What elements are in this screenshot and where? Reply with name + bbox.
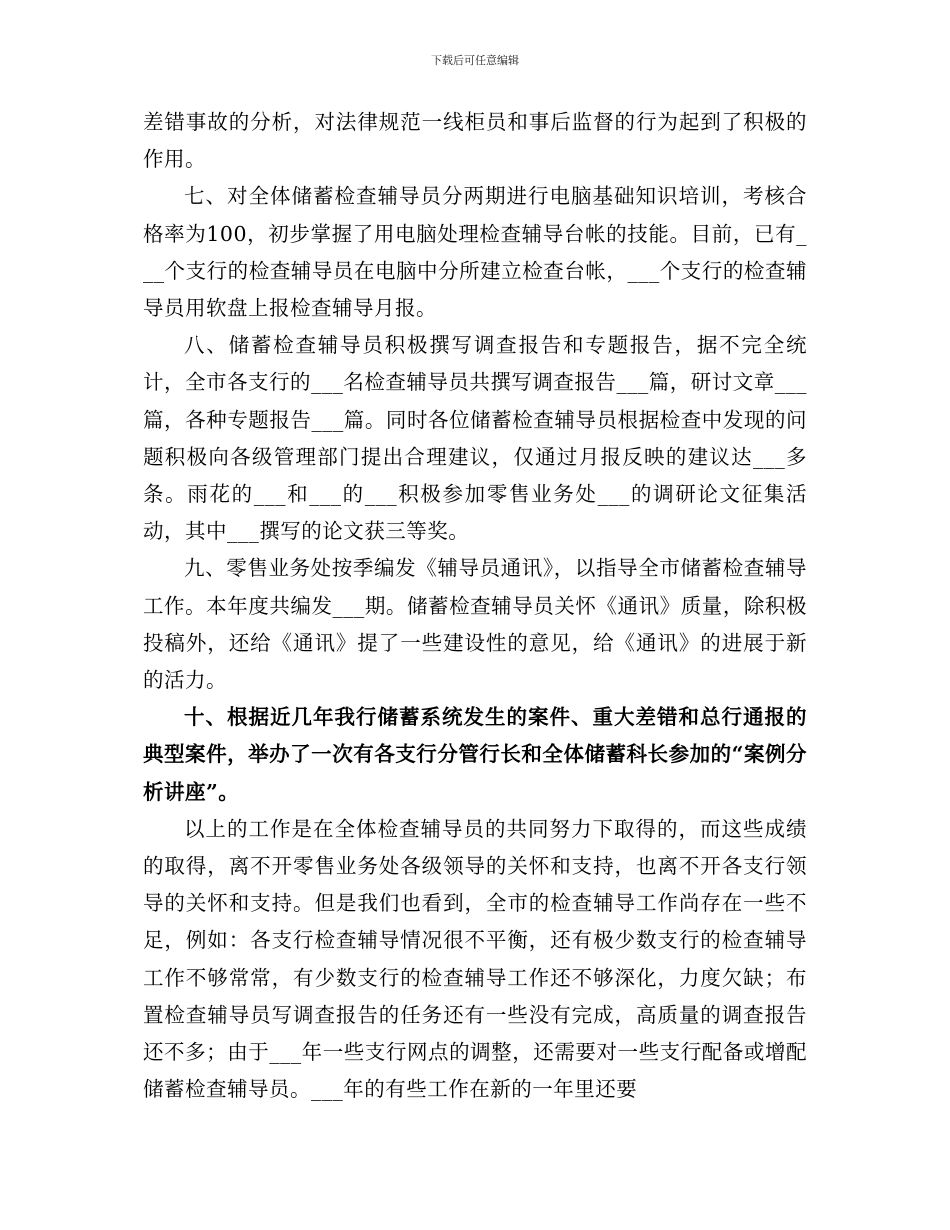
- paragraph-item-8: 八、储蓄检查辅导员积极撰写调查报告和专题报告，据不完全统计，全市各支行的___名检查辅导员共撰写调查报告___篇，研讨文章___篇，各种专题报告___篇。同时各位储蓄检查辅导员根据检查中发现的问题积极向各级管理部门提出合理建议，仅通过月报反映的建议达___多条。雨花的___和___的___积极参加零售业务处___的调研论文征集活动，其中___撰写的论文获三等奖。: [143, 333, 807, 544]
- paragraph-summary: 以上的工作是在全体检查辅导员的共同努力下取得的，而这些成绩的取得，离不开零售业务处各级领导的关怀和支持，也离不开各支行领导的关怀和支持。但是我们也看到，全市的检查辅导工作尚存在一些不足，例如：各支行检查辅导情况很不平衡，还有极少数支行的检查辅导工作不够常常，有少数支行的检查辅导工作还不够深化，力度欠缺；布置检查辅导员写调查报告的任务还有一些没有完成，高质量的调查报告还不多；由于___年一些支行网点的调整，还需要对一些支行配备或增配储蓄检查辅导员。___年的有些工作在新的一年里还要: [143, 816, 807, 1102]
- page-header: 下载后可任意编辑: [431, 54, 519, 67]
- paragraph-item-7: 七、对全体储蓄检查辅导员分两期进行电脑基础知识培训，考核合格率为100，初步掌握了用电脑处理检查辅导台帐的技能。目前，已有___个支行的检查辅导员在电脑中分所建立检查台帐，___个支行的检查辅导员用软盘上报检查辅导月报。: [143, 184, 807, 321]
- paragraph-item-9: 九、零售业务处按季编发《辅导员通讯》，以指导全市储蓄检查辅导工作。本年度共编发___期。储蓄检查辅导员关怀《通讯》质量，除积极投稿外，还给《通讯》提了一些建设性的意见，给《通讯》的进展于新的活力。: [143, 556, 807, 693]
- paragraph-item-10: 十、根据近几年我行储蓄系统发生的案件、重大差错和总行通报的典型案件，举办了一次有各支行分管行长和全体储蓄科长参加的“案例分析讲座”。: [143, 705, 807, 804]
- paragraph-continuation: 差错事故的分析，对法律规范一线柜员和事后监督的行为起到了积极的作用。: [143, 110, 807, 172]
- document-body: [143, 104, 807, 1108]
